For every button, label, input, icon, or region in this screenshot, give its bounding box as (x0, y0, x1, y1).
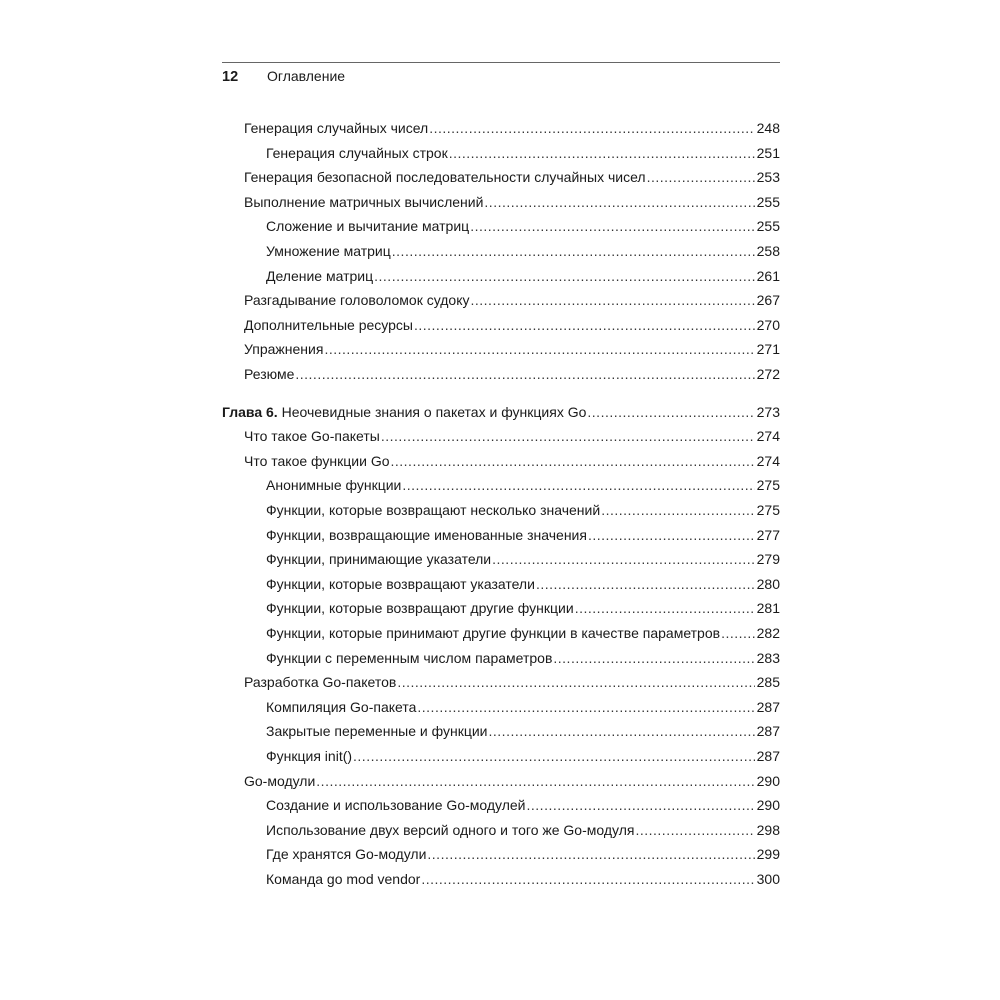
toc-entry (222, 339, 780, 359)
toc-page-number: 290 (756, 797, 780, 814)
toc-entry-title: Генерация безопасной последовательности случайных чисел (244, 169, 646, 186)
toc-entry-title: Дополнительные ресурсы (244, 316, 413, 333)
toc-entry-title: Генерация случайных строк (266, 144, 448, 161)
toc-entry (222, 451, 780, 471)
toc-entry (222, 672, 780, 692)
toc-page-number: 248 (756, 120, 780, 136)
dot-leader (527, 795, 755, 815)
toc-entry (222, 315, 780, 335)
dot-leader (414, 315, 755, 335)
toc-entry (222, 118, 780, 138)
toc-entry (222, 525, 780, 545)
toc-page-number: 274 (756, 452, 780, 469)
toc-entry-title: Упражнения (244, 341, 324, 358)
toc-entry-label (266, 820, 634, 840)
toc-entry-label (244, 339, 323, 359)
toc-entry-title: Генерация случайных чисел (244, 120, 429, 136)
toc-entry-title: Разгадывание головоломок судоку (244, 292, 470, 309)
dot-leader (588, 525, 755, 545)
toc-entry (222, 266, 780, 286)
toc-page-number: 281 (756, 600, 780, 617)
toc-entry-title: Функции, которые принимают другие функции в качестве параметров (266, 625, 721, 641)
toc-entry-title: Анонимные функции (266, 477, 402, 494)
dot-leader (324, 339, 754, 359)
toc-entry-label (266, 746, 352, 766)
toc-entry (222, 290, 780, 310)
dot-leader (429, 118, 754, 138)
dot-leader (635, 820, 754, 840)
dot-leader (492, 549, 755, 569)
dot-leader (427, 844, 754, 864)
toc-page-number: 253 (756, 169, 780, 186)
toc-page-number: 280 (756, 575, 780, 592)
toc-page-number: 287 (756, 723, 780, 740)
toc-entry-title: Выполнение матричных вычислений (244, 193, 484, 210)
toc-entry-title: Использование двух версий одного и того же Go-модуля (266, 821, 635, 838)
toc-page-number: 279 (756, 551, 780, 568)
toc-entry (222, 241, 780, 261)
toc-entry-label (244, 451, 390, 471)
toc-entry-title: Неочевидные знания о пакетах и функциях Go (281, 403, 587, 420)
running-header (222, 68, 780, 90)
toc-page-number: 270 (756, 316, 780, 333)
toc-entry-label (266, 241, 391, 261)
dot-leader (381, 426, 755, 446)
toc-entry-title: Создание и использование Go-модулей (266, 797, 526, 814)
toc-page-number: 290 (756, 772, 780, 789)
toc-entry (222, 167, 780, 187)
toc-entry-label (266, 143, 448, 163)
toc-page-number: 275 (756, 477, 780, 494)
toc-entry (222, 795, 780, 815)
toc-entry-label (266, 721, 488, 741)
toc-page-number: 274 (756, 428, 780, 445)
toc-entry-label (266, 795, 526, 815)
dot-leader (647, 167, 755, 187)
toc-entry-title: Сложение и вычитание матриц (266, 218, 470, 235)
toc-page-number: 251 (756, 144, 780, 161)
toc-entry (222, 771, 780, 791)
toc-entry-label (266, 525, 587, 545)
toc-entry (222, 192, 780, 212)
toc-page-number: 261 (756, 267, 780, 284)
toc-entry-label (266, 216, 469, 236)
toc-entry-label (244, 192, 483, 212)
toc-entry-title: Функции, которые возвращают другие функции (266, 600, 574, 617)
toc-entry-label (266, 697, 416, 717)
toc-entry (222, 475, 780, 495)
toc-entry-title: Функции, которые возвращают указатели (266, 575, 535, 592)
toc-entry-label (244, 672, 396, 692)
toc-entry-title: Компиляция Go-пакета (266, 698, 417, 715)
toc-entry-label (244, 118, 428, 138)
toc-page-number: 283 (756, 649, 780, 666)
toc-page-number: 271 (756, 341, 780, 358)
dot-leader (316, 771, 754, 791)
toc-entry-title: Резюме (244, 366, 295, 382)
toc-chapter-entry (222, 402, 780, 422)
toc-page-number: 275 (756, 502, 780, 518)
toc-entry-title: Go-модули (244, 772, 316, 789)
toc-entry-label (244, 364, 294, 384)
dot-leader (721, 623, 755, 643)
toc-entry-title: Функции с переменным числом параметров (266, 649, 553, 666)
toc-page-number: 300 (756, 871, 780, 887)
toc-page-number: 287 (756, 748, 780, 764)
toc-entry (222, 648, 780, 668)
toc-entry-label (244, 771, 315, 791)
toc-page (222, 62, 780, 887)
toc-page-number: 285 (756, 674, 780, 691)
toc-page-number: 267 (756, 292, 780, 309)
toc-page-number: 299 (756, 846, 780, 863)
toc-entry-label (244, 167, 646, 187)
toc-entry (222, 721, 780, 741)
toc-entry (222, 623, 780, 643)
toc-entry-label (266, 266, 373, 286)
header-rule (222, 62, 780, 63)
toc-entry-label (266, 869, 420, 889)
dot-leader (553, 648, 754, 668)
toc-page-number: 287 (756, 698, 780, 715)
toc-entry (222, 869, 780, 889)
toc-page-number: 255 (756, 193, 780, 210)
toc-page-number: 273 (756, 403, 780, 420)
dot-leader (575, 598, 755, 618)
toc-entry (222, 364, 780, 384)
toc-entry-title: Функция init() (266, 748, 353, 764)
toc-entry (222, 746, 780, 766)
toc-entry-title: Деление матриц (266, 267, 374, 284)
toc-entry (222, 697, 780, 717)
dot-leader (471, 290, 755, 310)
toc-entry (222, 574, 780, 594)
toc-entry (222, 143, 780, 163)
toc-entry-label (266, 574, 535, 594)
toc-entry-title: Умножение матриц (266, 243, 391, 259)
toc-entry-title: Функции, возвращающие именованные значения (266, 526, 587, 543)
toc-entry-label (266, 549, 491, 569)
toc-entry-title: Функции, принимающие указатели (266, 551, 492, 568)
header-title: Оглавление (267, 68, 346, 84)
toc-entry (222, 549, 780, 569)
toc-entry-label (266, 500, 600, 520)
toc-entry-title: Разработка Go-пакетов (244, 674, 397, 691)
page-number: 12 (222, 69, 239, 85)
toc-entry-label (244, 290, 470, 310)
dot-leader (295, 364, 754, 384)
dot-leader (587, 402, 754, 422)
toc-page-number: 277 (756, 526, 780, 543)
toc-entry (222, 598, 780, 618)
toc-entry-title: Функции, которые возвращают несколько значений (266, 502, 601, 518)
dot-leader (484, 192, 754, 212)
dot-leader (374, 266, 755, 286)
chapter-number: Глава 6. (222, 403, 278, 420)
toc-entry-label (222, 402, 586, 422)
dot-leader (402, 475, 754, 495)
toc-entry (222, 500, 780, 520)
dot-leader (417, 697, 754, 717)
toc-entry-title: Закрытые переменные и функции (266, 723, 488, 740)
dot-leader (392, 241, 755, 261)
dot-leader (449, 143, 755, 163)
toc-entry (222, 216, 780, 236)
toc-entry (222, 426, 780, 446)
toc-page-number: 282 (756, 625, 780, 641)
toc-page-number: 272 (756, 366, 780, 382)
toc-entry-label (266, 475, 401, 495)
toc-page-number: 255 (756, 218, 780, 235)
dot-leader (470, 216, 754, 236)
toc-entry-label (266, 844, 426, 864)
toc-entry-label (266, 598, 574, 618)
toc-entry-title: Что такое Go-пакеты (244, 428, 380, 445)
toc-entry-title: Что такое функции Go (244, 452, 390, 469)
toc-page-number: 258 (756, 243, 780, 259)
dot-leader (397, 672, 754, 692)
dot-leader (536, 574, 755, 594)
dot-leader (601, 500, 754, 520)
toc-entry-title: Где хранятся Go-модули (266, 846, 427, 863)
toc-entry (222, 844, 780, 864)
toc-entry-title: Команда go mod vendor (266, 871, 421, 887)
toc-entry (222, 820, 780, 840)
dot-leader (353, 746, 755, 766)
toc-entry-label (266, 623, 720, 643)
dot-leader (489, 721, 755, 741)
dot-leader (391, 451, 755, 471)
toc-entry-label (244, 426, 380, 446)
toc-entry-label (266, 648, 552, 668)
dot-leader (421, 869, 754, 889)
toc-entry-label (244, 315, 413, 335)
toc-page-number: 298 (756, 821, 780, 838)
